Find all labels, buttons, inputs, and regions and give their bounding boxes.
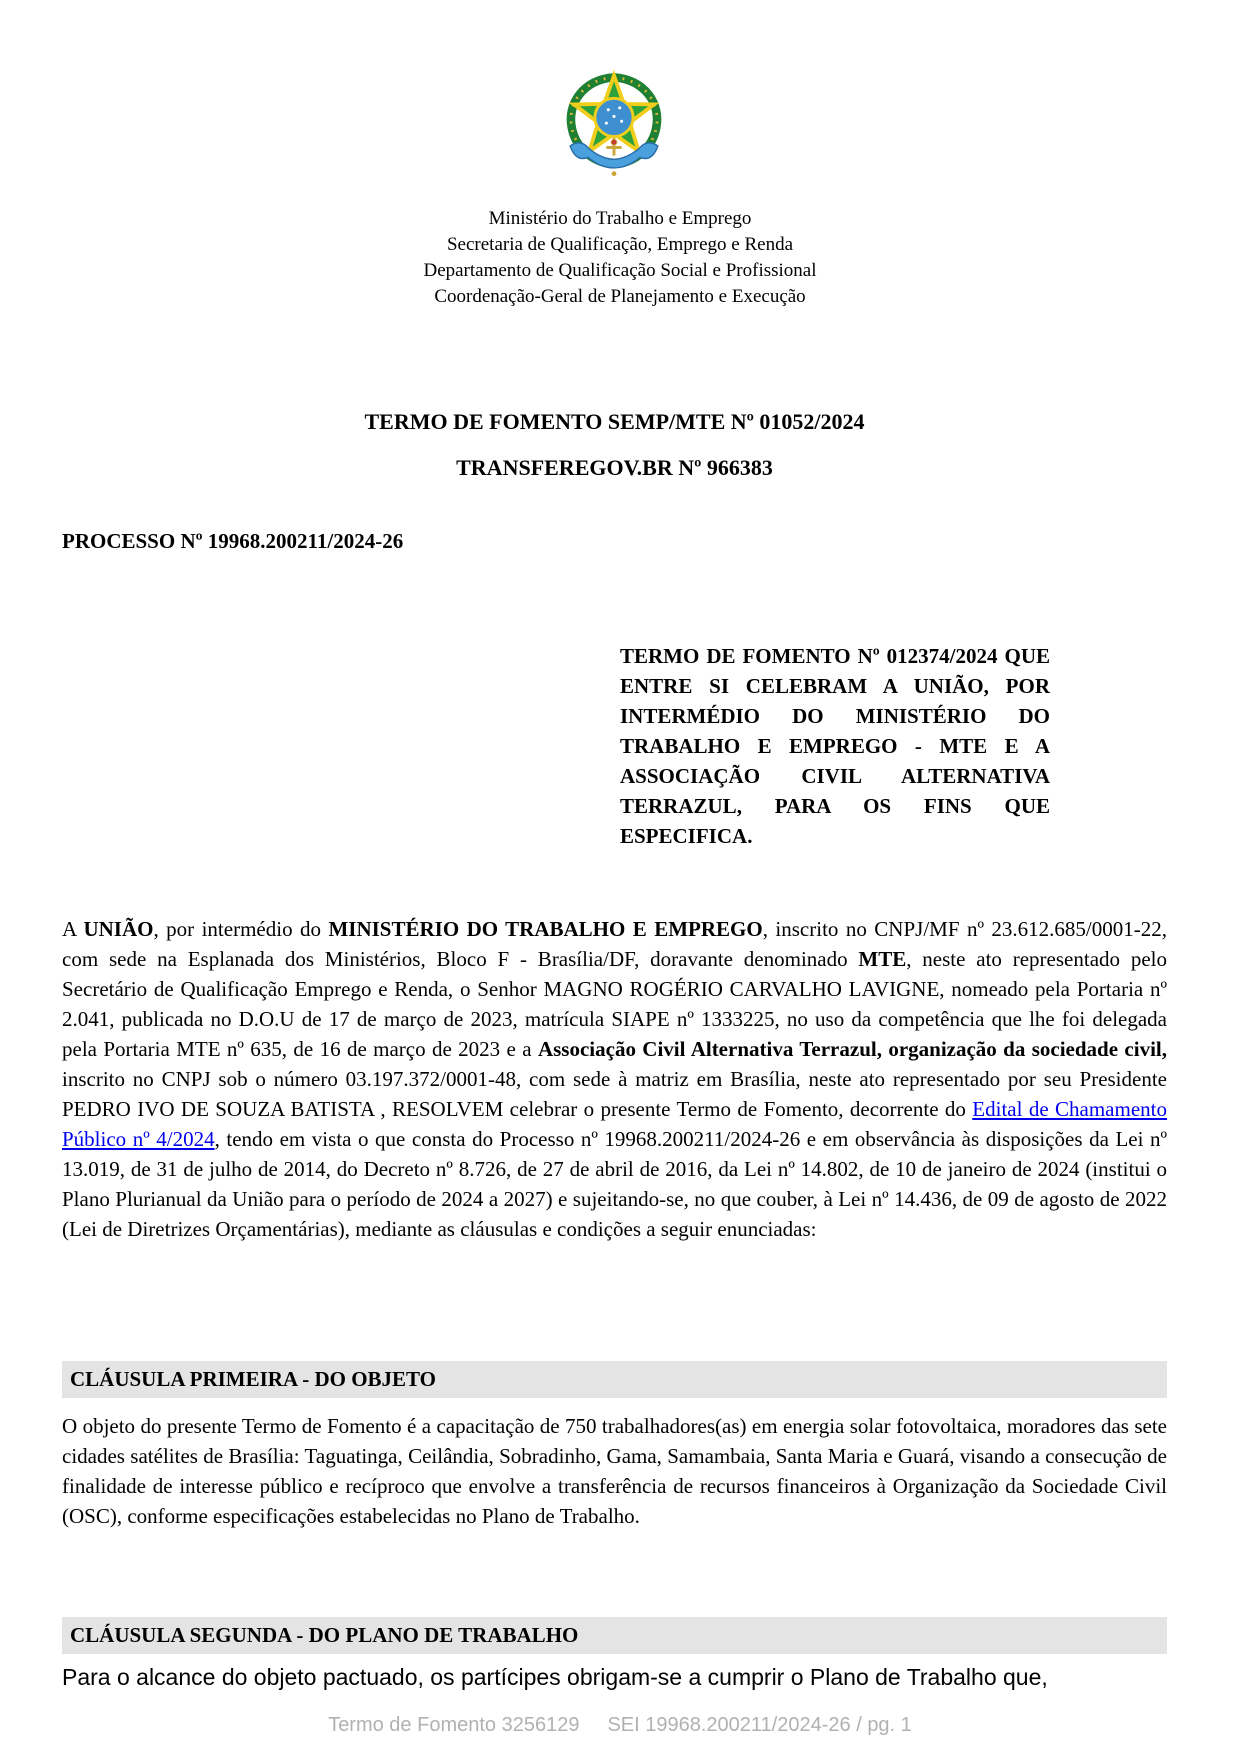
org-line-department: Departamento de Qualificação Social e Profissional [423,260,817,281]
process-number: PROCESSO Nº 19968.200211/2024-26 [62,529,404,553]
title-line-transferegov: TRANSFEREGOV.BR Nº 966383 [456,455,773,480]
footer-sei-ref: SEI 19968.200211/2024-26 / pg. 1 [607,1714,912,1736]
disc-star [607,108,610,111]
clause-1-body: O objeto do presente Termo de Fomento é a capacitação de 750 trabalhadores(as) em energia solar fotovoltaica, moradores das sete cidades satélites de Brasília: Taguatinga, Ceilândia, Sobradinho, Gama, Samambaia, Santa Maria e Guará, visando a consecução de finalidade de interesse público e recíproco que envolve a transferência de recursos financeiros à Organização da Sociedade Civil (OSC), conforme especificações estabelecidas no Plano de Trabalho. [62,1414,1167,1528]
edital-chamamento-link[interactable]: Edital de Chamamento Público nº 4/2024 [62,1097,1167,1151]
text-run: , tendo em vista o que consta do Processo nº 19968.200211/2024-26 e em observância às disposições da Lei nº 13.019, de 31 de julho de 2014, do Decreto nº 8.726, de 27 de abril de 2016, da Lei nº 14.802, de 10 de janeiro de 2024 (institui o Plano Plurianual da União para o período de 2024 a 2027) e sujeitando-se, no que couber, à Lei nº 14.436, de 09 de agosto de 2022 (Lei de Diretrizes Orçamentárias), mediante as cláusulas e condições a seguir enunciadas: [62,1127,1167,1241]
clause-1-heading: CLÁUSULA PRIMEIRA - DO OBJETO [62,1361,1167,1398]
org-header [0,206,1240,310]
org-line-secretariat: Secretaria de Qualificação, Emprego e Renda [446,234,794,255]
disc-star [612,115,615,118]
text-run: inscrito no CNPJ sob o número 03.197.372/0001-48, com sede à matriz em Brasília, neste ato representado por seu Presidente PEDRO IVO DE SOUZA BATISTA , RESOLVEM celebrar o presente Termo de Fomento, decorrente do [62,1067,1167,1121]
sword-pommel [611,139,617,145]
bold-text-run: Associação Civil Alternativa Terrazul, organização da sociedade civil, [537,1037,1167,1061]
text-run: , neste ato representado pelo Secretário de Qualificação Emprego e Renda, o Senhor MAGNO ROGÉRIO CARVALHO LAVIGNE, nomeado pela Portaria nº 2.041, publicada no D.O.U de 17 de março de 2023, matrícula SIAPE nº 1333225, no uso da competência que lhe foi delegada pela Portaria MTE nº 635, de 16 de março de 2023 e a [62,947,1167,1061]
disc-star [605,122,608,125]
brazil-coat-of-arms-icon [551,64,677,188]
disc-star [618,106,621,109]
org-line-coordination: Coordenação-Geral de Planejamento e Execução [434,286,806,307]
bold-text-run: MTE [858,947,907,971]
footer-doc-ref: Termo de Fomento 3256129 [328,1714,580,1736]
clause-2-heading: CLÁUSULA SEGUNDA - DO PLANO DE TRABALHO [62,1617,1167,1654]
clause-2-body: Para o alcance do objeto pactuado, os partícipes obrigam-se a cumprir o Plano de Trabalho que, [62,1664,1048,1690]
bold-text-run: MINISTÉRIO DO TRABALHO E EMPREGO [328,917,763,941]
disc-star [620,120,623,123]
epigraph-block: TERMO DE FOMENTO Nº 012374/2024 QUE ENTRE SI CELEBRAM A UNIÃO, POR INTERMÉDIO DO MINISTÉRIO DO TRABALHO E EMPREGO - MTE E A ASSOCIAÇÃO CIVIL ALTERNATIVA TERRAZUL, PARA OS FINS QUE ESPECIFICA. [620,644,1050,848]
org-line-ministry: Ministério do Trabalho e Emprego [488,208,752,229]
preamble-paragraph [62,914,1167,1244]
title-line-termo: TERMO DE FOMENTO SEMP/MTE Nº 01052/2024 [364,409,865,434]
ribbon-knob [612,171,617,176]
document-title [62,399,1167,491]
page-footer [0,1714,1240,1737]
bold-text-run: UNIÃO [83,917,154,941]
sword-guard [606,146,621,149]
text-run: A [62,917,84,941]
text-run: , inscrito no CNPJ/MF nº 23.612.685/0001-22, com sede na Esplanada dos Ministérios, Bloco F - Brasília/DF, doravante denominado [62,917,1167,971]
text-run: , por intermédio do [153,917,329,941]
